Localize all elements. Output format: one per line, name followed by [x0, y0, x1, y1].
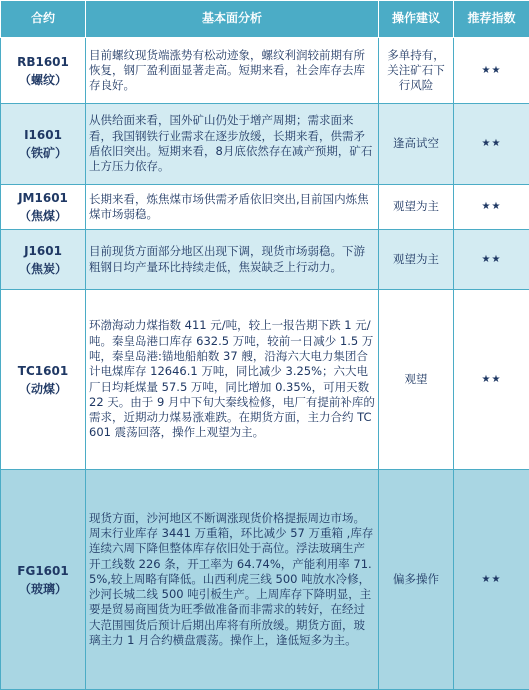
header-row	[1, 1, 529, 38]
contract-name: （铁矿）	[4, 144, 82, 162]
contract-name: （焦煤）	[4, 207, 82, 225]
contract-cell	[1, 38, 86, 104]
contract-name: （焦炭）	[4, 260, 82, 278]
table-row	[1, 104, 529, 185]
contract-cell	[1, 104, 86, 185]
contract-cell	[1, 185, 86, 230]
advice-cell: 观望	[379, 290, 454, 470]
contract-code: I1601	[4, 126, 82, 144]
analysis-cell: 现货方面，沙河地区不断调涨现货价格提振周边市场。周末行业库存 3441 万重箱，环比减少 57 万重箱 ,库存连续六周下降但整体库存依旧处于高位。浮法玻璃生产开工线数 226 条，开工率为 64.74%，产能利用率 71.5%,较上周略有降低。山西利虎三线 500 吨放水冷修，沙河长城二线 500 吨引板生产。上周库存下降明显，主要是贸易商囤货为旺季做准备而非需求的转好，在经过大范围囤货后预计后期出库将有所放缓。期货方面，玻璃主力 1 月合约横盘震荡。操作上，逢低短多为主。	[86, 470, 379, 690]
table-row	[1, 38, 529, 104]
contract-cell	[1, 290, 86, 470]
table-row	[1, 290, 529, 470]
header-rating: 推荐指数	[454, 1, 529, 38]
analysis-cell: 目前螺纹现货端涨势有松动迹象，螺纹利润较前期有所恢复，钢厂盈利面显著走高。短期来看，社会库存去库存良好。	[86, 38, 379, 104]
rating-stars: ★★	[454, 185, 529, 230]
contract-code: RB1601	[4, 53, 82, 71]
advice-cell: 偏多操作	[379, 470, 454, 690]
contract-code: JM1601	[4, 189, 82, 207]
advice-cell: 观望为主	[379, 185, 454, 230]
header-advice: 操作建议	[379, 1, 454, 38]
contract-name: （螺纹）	[4, 71, 82, 89]
rating-stars: ★★	[454, 230, 529, 290]
contract-name: （动煤）	[4, 380, 82, 398]
analysis-cell: 长期来看，炼焦煤市场供需矛盾依旧突出,目前国内炼焦煤市场弱稳。	[86, 185, 379, 230]
contract-cell	[1, 230, 86, 290]
contract-name: （玻璃）	[4, 580, 82, 598]
table-row	[1, 185, 529, 230]
header-analysis: 基本面分析	[86, 1, 379, 38]
rating-stars: ★★	[454, 38, 529, 104]
contract-code: TC1601	[4, 362, 82, 380]
contract-cell	[1, 470, 86, 690]
table-row	[1, 470, 529, 690]
rating-stars: ★★	[454, 470, 529, 690]
analysis-cell: 环渤海动力煤指数 411 元/吨，较上一报告期下跌 1 元/吨。秦皇岛港口库存 632.5 万吨，较前一日减少 1.5 万吨，秦皇岛港:锚地船舶数 37 艘，沿海六大电力集团合计电煤库存 12646.1 万吨，同比减少 3.25%；六大电厂日均耗煤量 57.5 万吨，同比增加 0.35%，可用天数 22 天。由于 9 月中下旬大秦线检修，电厂有提前补库的需求，近期动力煤易涨难跌。在期货方面，主力合约 TC601 震荡回落，操作上观望为主。	[86, 290, 379, 470]
analysis-cell: 从供给面来看，国外矿山仍处于增产周期；需求面来看，我国钢铁行业需求在逐步放缓，长期来看，供需矛盾依旧突出。短期来看，8月底依然存在减产预期，矿石上方压力依存。	[86, 104, 379, 185]
contract-code: J1601	[4, 242, 82, 260]
advice-cell: 逢高试空	[379, 104, 454, 185]
table-row	[1, 230, 529, 290]
analysis-cell: 目前现货方面部分地区出现下调，现货市场弱稳。下游粗钢日均产量环比持续走低，焦炭缺乏上行动力。	[86, 230, 379, 290]
header-contract: 合约	[1, 1, 86, 38]
advice-cell: 观望为主	[379, 230, 454, 290]
rating-stars: ★★	[454, 104, 529, 185]
contract-code: FG1601	[4, 562, 82, 580]
advice-cell: 多单持有，关注矿石下行风险	[379, 38, 454, 104]
rating-stars: ★★	[454, 290, 529, 470]
